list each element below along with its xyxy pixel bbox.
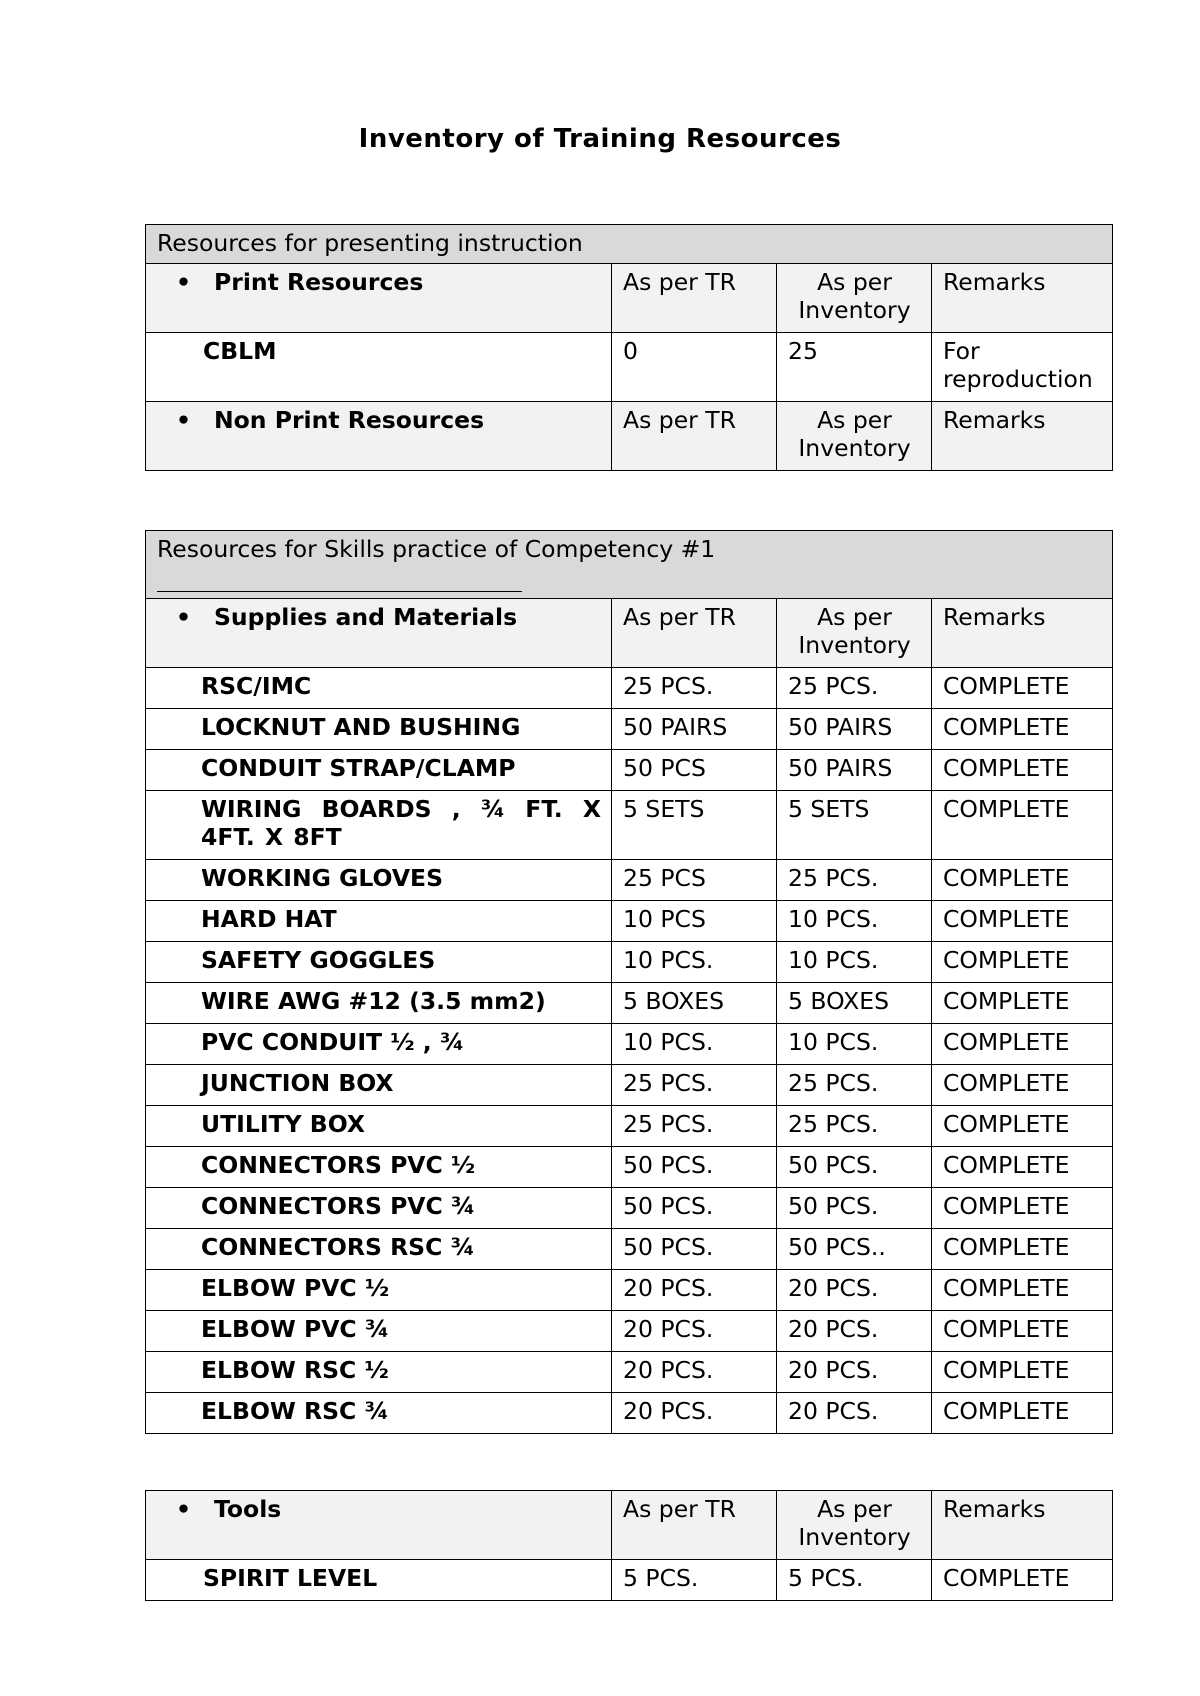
tr-header: As per TR [612, 1491, 777, 1560]
item-remarks: For reproduction [932, 333, 1113, 402]
item-tr: 5 BOXES [612, 983, 777, 1024]
item-inventory: 20 PCS. [777, 1393, 932, 1434]
item-remarks: COMPLETE [932, 942, 1113, 983]
tr-header: As per TR [612, 402, 777, 471]
item-inventory: 50 PAIRS [777, 750, 932, 791]
table-row [146, 333, 1113, 402]
bullet-icon: • [176, 406, 192, 434]
item-remarks: COMPLETE [932, 750, 1113, 791]
item-tr: 50 PCS [612, 750, 777, 791]
bullet-icon: • [176, 603, 192, 631]
table-row [146, 1147, 1113, 1188]
remarks-header: Remarks [932, 264, 1113, 333]
category-cell [146, 1491, 612, 1560]
item-inventory: 25 [777, 333, 932, 402]
table-row [146, 1188, 1113, 1229]
bullet-icon: • [176, 268, 192, 296]
table-row [146, 860, 1113, 901]
category-label: Print Resources [214, 268, 424, 296]
item-name: LOCKNUT AND BUSHING [146, 709, 612, 750]
table-row [146, 1311, 1113, 1352]
item-name: ELBOW PVC ¾ [146, 1311, 612, 1352]
item-remarks: COMPLETE [932, 1106, 1113, 1147]
table-row [146, 791, 1113, 860]
item-tr: 20 PCS. [612, 1352, 777, 1393]
document-title: Inventory of Training Resources [358, 124, 842, 154]
item-remarks: COMPLETE [932, 709, 1113, 750]
inventory-header: As per Inventory [777, 402, 932, 471]
item-name: CONDUIT STRAP/CLAMP [146, 750, 612, 791]
item-inventory: 50 PCS.. [777, 1229, 932, 1270]
category-cell [146, 264, 612, 333]
item-name: ELBOW RSC ¾ [146, 1393, 612, 1434]
section-title: Resources for Skills practice of Competency #1 [157, 535, 716, 563]
item-remarks: COMPLETE [932, 1065, 1113, 1106]
item-remarks: COMPLETE [932, 1270, 1113, 1311]
item-remarks: COMPLETE [932, 983, 1113, 1024]
item-inventory: 5 SETS [777, 791, 932, 860]
item-tr: 10 PCS [612, 901, 777, 942]
item-name: RSC/IMC [146, 668, 612, 709]
remarks-header: Remarks [932, 402, 1113, 471]
presenting-instruction-table [145, 224, 1113, 471]
item-tr: 20 PCS. [612, 1311, 777, 1352]
item-name: HARD HAT [146, 901, 612, 942]
tr-header: As per TR [612, 264, 777, 333]
item-name: CONNECTORS PVC ¾ [146, 1188, 612, 1229]
bullet-icon: • [176, 1495, 192, 1523]
category-cell [146, 599, 612, 668]
table-row [146, 1106, 1113, 1147]
item-inventory: 20 PCS. [777, 1270, 932, 1311]
item-inventory: 25 PCS. [777, 1065, 932, 1106]
item-remarks: COMPLETE [932, 1229, 1113, 1270]
item-remarks: COMPLETE [932, 1147, 1113, 1188]
item-remarks: COMPLETE [932, 860, 1113, 901]
item-tr: 25 PCS. [612, 668, 777, 709]
category-label: Non Print Resources [214, 406, 485, 434]
item-name: WORKING GLOVES [146, 860, 612, 901]
item-inventory: 20 PCS. [777, 1352, 932, 1393]
item-inventory: 25 PCS. [777, 668, 932, 709]
item-tr: 25 PCS. [612, 1106, 777, 1147]
tools-header-row [146, 1491, 1113, 1560]
item-remarks: COMPLETE [932, 901, 1113, 942]
remarks-header: Remarks [932, 1491, 1113, 1560]
remarks-header: Remarks [932, 599, 1113, 668]
item-name: SAFETY GOGGLES [146, 942, 612, 983]
non-print-resources-header-row [146, 402, 1113, 471]
table-row [146, 750, 1113, 791]
section-title-cell [146, 531, 1113, 599]
item-inventory: 50 PCS. [777, 1188, 932, 1229]
tools-body [146, 1560, 1113, 1601]
item-remarks: COMPLETE [932, 668, 1113, 709]
item-name: CBLM [146, 333, 612, 402]
item-tr: 0 [612, 333, 777, 402]
section-header-row [146, 531, 1113, 599]
table-row [146, 1229, 1113, 1270]
item-tr: 50 PAIRS [612, 709, 777, 750]
item-name: JUNCTION BOX [146, 1065, 612, 1106]
item-tr: 25 PCS. [612, 1065, 777, 1106]
item-inventory: 25 PCS. [777, 860, 932, 901]
table-row [146, 668, 1113, 709]
supplies-header-row [146, 599, 1113, 668]
item-name: ELBOW PVC ½ [146, 1270, 612, 1311]
item-remarks: COMPLETE [932, 791, 1113, 860]
inventory-header: As per Inventory [777, 264, 932, 333]
table-row [146, 1393, 1113, 1434]
inventory-header: As per Inventory [777, 599, 932, 668]
item-inventory: 10 PCS. [777, 901, 932, 942]
item-inventory: 50 PAIRS [777, 709, 932, 750]
table-row [146, 1560, 1113, 1601]
item-inventory: 5 BOXES [777, 983, 932, 1024]
table-row [146, 709, 1113, 750]
skills-practice-table [145, 530, 1113, 1434]
item-name: CONNECTORS PVC ½ [146, 1147, 612, 1188]
item-name: SPIRIT LEVEL [146, 1560, 612, 1601]
item-name: UTILITY BOX [146, 1106, 612, 1147]
item-tr: 5 SETS [612, 791, 777, 860]
item-tr: 10 PCS. [612, 1024, 777, 1065]
table-row [146, 942, 1113, 983]
item-inventory: 10 PCS. [777, 1024, 932, 1065]
item-name: ELBOW RSC ½ [146, 1352, 612, 1393]
item-tr: 20 PCS. [612, 1393, 777, 1434]
item-tr: 5 PCS. [612, 1560, 777, 1601]
table-row [146, 1352, 1113, 1393]
section-title: Resources for presenting instruction [146, 225, 1113, 264]
item-name: WIRING BOARDS , ¾ FT. X 4FT. X 8FT [146, 791, 612, 860]
item-tr: 10 PCS. [612, 942, 777, 983]
item-inventory: 50 PCS. [777, 1147, 932, 1188]
table-row [146, 983, 1113, 1024]
item-tr: 20 PCS. [612, 1270, 777, 1311]
item-name: WIRE AWG #12 (3.5 mm2) [146, 983, 612, 1024]
item-remarks: COMPLETE [932, 1352, 1113, 1393]
item-tr: 25 PCS [612, 860, 777, 901]
item-tr: 50 PCS. [612, 1229, 777, 1270]
item-remarks: COMPLETE [932, 1024, 1113, 1065]
item-remarks: COMPLETE [932, 1393, 1113, 1434]
category-label: Supplies and Materials [214, 603, 518, 631]
supplies-body [146, 668, 1113, 1434]
item-remarks: COMPLETE [932, 1560, 1113, 1601]
item-remarks: COMPLETE [932, 1311, 1113, 1352]
table-row [146, 1270, 1113, 1311]
item-name: CONNECTORS RSC ¾ [146, 1229, 612, 1270]
item-remarks: COMPLETE [932, 1188, 1113, 1229]
section-header-row [146, 225, 1113, 264]
tr-header: As per TR [612, 599, 777, 668]
tools-table [145, 1490, 1113, 1601]
blank-fill-line [157, 563, 522, 592]
item-tr: 50 PCS. [612, 1147, 777, 1188]
table-row [146, 901, 1113, 942]
category-label: Tools [214, 1495, 282, 1523]
item-tr: 50 PCS. [612, 1188, 777, 1229]
item-name: PVC CONDUIT ½ , ¾ [146, 1024, 612, 1065]
inventory-header: As per Inventory [777, 1491, 932, 1560]
item-inventory: 20 PCS. [777, 1311, 932, 1352]
table-row [146, 1065, 1113, 1106]
item-inventory: 10 PCS. [777, 942, 932, 983]
item-inventory: 25 PCS. [777, 1106, 932, 1147]
category-cell [146, 402, 612, 471]
item-inventory: 5 PCS. [777, 1560, 932, 1601]
print-resources-header-row [146, 264, 1113, 333]
table-row [146, 1024, 1113, 1065]
